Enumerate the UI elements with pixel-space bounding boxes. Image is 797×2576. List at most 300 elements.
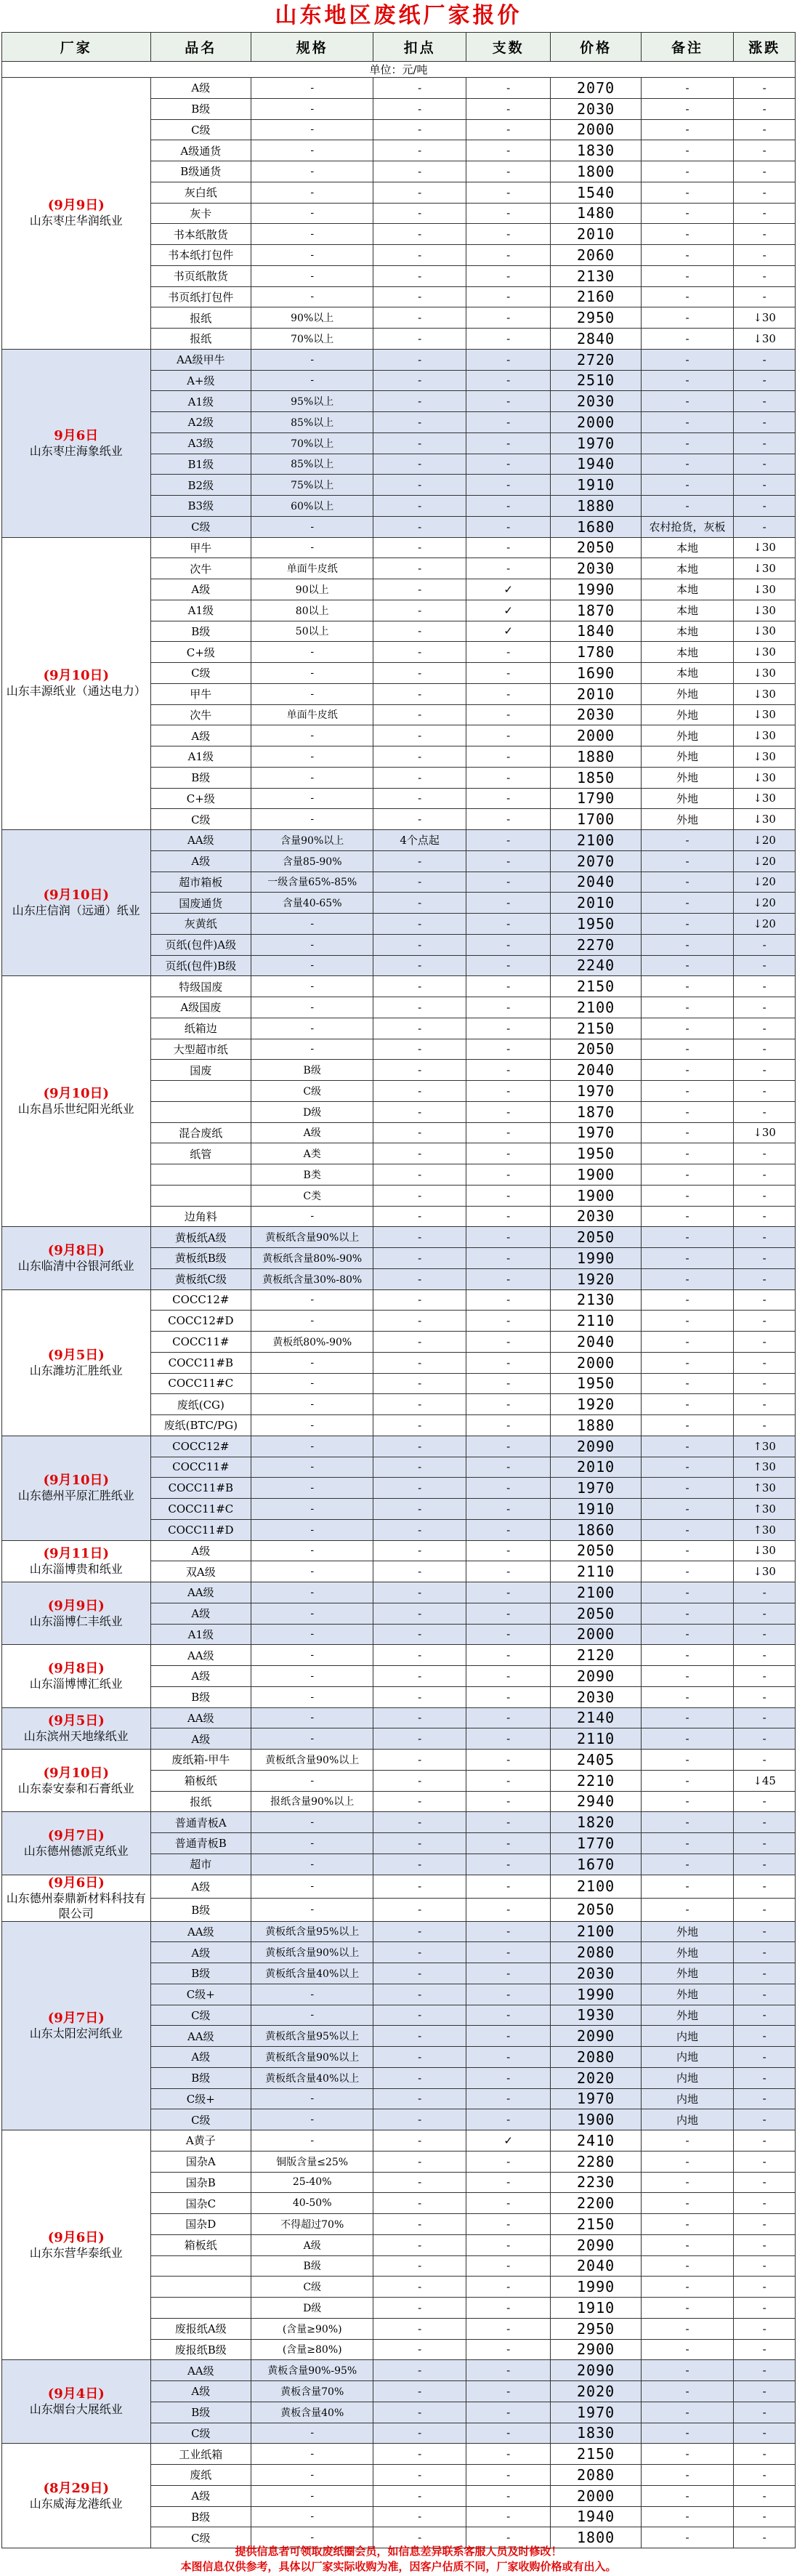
cell-spec: - (251, 182, 373, 203)
cell-deduction: - (373, 78, 466, 99)
table-row (2, 1540, 796, 1561)
cell-remark: - (641, 98, 734, 119)
table-row (2, 1875, 796, 1898)
cell-spec: - (251, 2005, 373, 2026)
factory-name: 山东庄信润（远通）纸业 (12, 903, 140, 918)
table-row (2, 349, 796, 370)
cell-deduction: - (373, 1206, 466, 1227)
factory-cell (2, 1436, 151, 1540)
cell-price: 1840 (551, 621, 641, 642)
cell-remark: 本地 (641, 558, 734, 579)
cell-spec: - (251, 78, 373, 99)
cell-price: 2090 (551, 2234, 641, 2255)
factory-cell (2, 1875, 151, 1921)
cell-product: 书页纸散货 (150, 265, 251, 286)
cell-price: 1900 (551, 2109, 641, 2130)
cell-product: B级 (150, 621, 251, 642)
cell-remark: - (641, 1332, 734, 1353)
cell-product: B级 (150, 98, 251, 119)
cell-deduction: - (373, 1686, 466, 1707)
cell-change: ↑30 (734, 1519, 796, 1540)
cell-price: 1830 (551, 140, 641, 161)
cell-price: 2160 (551, 286, 641, 307)
cell-deduction: - (373, 1791, 466, 1812)
cell-product: 书本纸打包件 (150, 245, 251, 266)
cell-price: 2020 (551, 2381, 641, 2402)
cell-price: 2090 (551, 2026, 641, 2047)
cell-count: - (466, 391, 551, 412)
cell-remark: - (641, 161, 734, 182)
cell-product: 甲牛 (150, 683, 251, 704)
cell-count: - (466, 642, 551, 663)
cell-change: - (734, 516, 796, 537)
cell-spec: 70%以上 (251, 432, 373, 454)
cell-price: 1910 (551, 1499, 641, 1520)
cell-product: AA级甲牛 (150, 349, 251, 370)
cell-deduction: - (373, 642, 466, 663)
cell-count: - (466, 2465, 551, 2486)
cell-change: - (734, 2234, 796, 2255)
cell-count: - (466, 1942, 551, 1963)
cell-spec: - (251, 2506, 373, 2527)
cell-remark: - (641, 2465, 734, 2486)
cell-change: - (734, 2067, 796, 2088)
cell-count: - (466, 1039, 551, 1060)
cell-count: - (466, 850, 551, 872)
cell-remark: - (641, 2255, 734, 2277)
cell-price: 2010 (551, 224, 641, 245)
cell-change: - (734, 2444, 796, 2465)
factory-name: 山东德州泰鼎新材料科技有限公司 (6, 1891, 146, 1920)
factory-name: 山东枣庄华润纸业 (29, 214, 123, 228)
cell-count: - (466, 1394, 551, 1415)
table-row (2, 1750, 796, 1771)
cell-count: - (466, 1921, 551, 1942)
cell-product: AA级 (150, 2360, 251, 2381)
cell-product: A级国废 (150, 997, 251, 1018)
cell-count: - (466, 1963, 551, 1984)
cell-product: A3级 (150, 432, 251, 454)
table-row (2, 2130, 796, 2152)
cell-product: B级 (150, 2067, 251, 2088)
cell-remark: - (641, 2360, 734, 2381)
cell-deduction: - (373, 1645, 466, 1666)
factory-date: (9月9日) (47, 1598, 105, 1614)
cell-count: - (466, 140, 551, 161)
cell-product: 次牛 (150, 704, 251, 725)
cell-count: - (466, 412, 551, 433)
cell-change: - (734, 1394, 796, 1415)
cell-price: 2840 (551, 329, 641, 350)
cell-price: 2090 (551, 2360, 641, 2381)
header-count: 支数 (466, 33, 551, 62)
cell-remark: - (641, 1248, 734, 1269)
cell-product: C级 (150, 2423, 251, 2444)
cell-price: 2210 (551, 1770, 641, 1791)
cell-count: - (466, 537, 551, 558)
cell-product: B级 (150, 2506, 251, 2527)
cell-change: ↓30 (734, 600, 796, 621)
cell-spec: - (251, 537, 373, 558)
cell-spec: - (251, 809, 373, 830)
factory-cell (2, 1707, 151, 1750)
cell-count: - (466, 203, 551, 224)
cell-count: - (466, 119, 551, 140)
cell-product: C级 (150, 663, 251, 684)
cell-change: - (734, 1686, 796, 1707)
cell-price: 2100 (551, 830, 641, 851)
cell-price: 1940 (551, 2506, 641, 2527)
cell-spec: - (251, 119, 373, 140)
cell-deduction: - (373, 182, 466, 203)
cell-remark: - (641, 2527, 734, 2548)
cell-product: B3级 (150, 496, 251, 517)
cell-product: A级 (150, 725, 251, 746)
cell-remark: - (641, 1081, 734, 1102)
cell-product: A级通货 (150, 140, 251, 161)
cell-spec: - (251, 1666, 373, 1687)
cell-spec: 黄板含量90%-95% (251, 2360, 373, 2381)
cell-product: 报纸 (150, 329, 251, 350)
cell-count: - (466, 1750, 551, 1771)
cell-price: 2150 (551, 1018, 641, 1039)
cell-count: - (466, 454, 551, 475)
cell-change: - (734, 475, 796, 496)
cell-deduction: - (373, 1984, 466, 2005)
cell-remark: 内地 (641, 2109, 734, 2130)
cell-count: - (466, 329, 551, 350)
cell-change: - (734, 1833, 796, 1854)
cell-remark: - (641, 2172, 734, 2193)
cell-product: 灰黄纸 (150, 914, 251, 935)
cell-product: 国杂B (150, 2172, 251, 2193)
cell-count: - (466, 1645, 551, 1666)
cell-price: 1670 (551, 1853, 641, 1875)
cell-count: - (466, 558, 551, 579)
cell-count: - (466, 2318, 551, 2339)
cell-change: - (734, 1750, 796, 1771)
cell-count: - (466, 2339, 551, 2360)
cell-product: A黄子 (150, 2130, 251, 2152)
cell-change: ↓30 (734, 767, 796, 788)
cell-price: 1850 (551, 767, 641, 788)
cell-change: ↓30 (734, 329, 796, 350)
cell-remark: - (641, 1603, 734, 1624)
cell-change: - (734, 1373, 796, 1394)
cell-deduction: - (373, 1289, 466, 1311)
factory-name: 山东昌乐世纪阳光纸业 (17, 1102, 134, 1116)
cell-spec: - (251, 997, 373, 1018)
cell-change: ↑30 (734, 1499, 796, 1520)
cell-remark: - (641, 475, 734, 496)
cell-change: - (734, 2402, 796, 2423)
cell-remark: - (641, 1686, 734, 1707)
cell-deduction: - (373, 1540, 466, 1561)
cell-spec: D级 (251, 2298, 373, 2319)
cell-product: 纸箱边 (150, 1018, 251, 1039)
cell-remark: - (641, 1833, 734, 1854)
cell-count: - (466, 1478, 551, 1499)
cell-product: 废报纸B级 (150, 2339, 251, 2360)
factory-cell (2, 349, 151, 537)
cell-deduction: - (373, 725, 466, 746)
cell-change: ↓30 (734, 746, 796, 768)
factory-date: (9月6日) (47, 2229, 105, 2245)
cell-change: - (734, 182, 796, 203)
cell-remark: - (641, 391, 734, 412)
cell-count: - (466, 1185, 551, 1206)
cell-product (150, 2255, 251, 2277)
cell-count: - (466, 914, 551, 935)
cell-price: 1880 (551, 746, 641, 768)
cell-change: ↓30 (734, 683, 796, 704)
cell-price: 2130 (551, 265, 641, 286)
cell-deduction: - (373, 370, 466, 391)
cell-deduction: - (373, 2339, 466, 2360)
cell-price: 1880 (551, 496, 641, 517)
cell-product: C级+ (150, 2088, 251, 2109)
cell-count: - (466, 1206, 551, 1227)
cell-remark: - (641, 1185, 734, 1206)
cell-spec: 黄板纸含量40%以上 (251, 2067, 373, 2088)
cell-count: - (466, 307, 551, 329)
cell-product: 甲牛 (150, 537, 251, 558)
cell-price: 1870 (551, 600, 641, 621)
cell-remark: - (641, 1415, 734, 1436)
cell-deduction: - (373, 1143, 466, 1164)
cell-change: ↓20 (734, 893, 796, 914)
cell-change: - (734, 224, 796, 245)
cell-price: 2050 (551, 1540, 641, 1561)
cell-deduction: - (373, 955, 466, 976)
cell-change: - (734, 1101, 796, 1122)
cell-spec: 含量85-90% (251, 850, 373, 872)
cell-count: - (466, 1853, 551, 1875)
cell-deduction: - (373, 224, 466, 245)
cell-remark: - (641, 2318, 734, 2339)
factory-cell (2, 2444, 151, 2548)
factory-cell (2, 2130, 151, 2360)
cell-deduction: - (373, 2527, 466, 2548)
cell-spec: - (251, 1394, 373, 1415)
cell-deduction: - (373, 2130, 466, 2152)
cell-spec: - (251, 224, 373, 245)
cell-change: - (734, 2527, 796, 2548)
cell-price: 2010 (551, 1457, 641, 1478)
cell-spec: - (251, 976, 373, 997)
cell-spec: - (251, 203, 373, 224)
cell-spec: 黄板含量70% (251, 2381, 373, 2402)
table-row (2, 1227, 796, 1248)
cell-price: 2000 (551, 2485, 641, 2506)
cell-count: - (466, 1415, 551, 1436)
cell-count: - (466, 1081, 551, 1102)
cell-price: 2020 (551, 2067, 641, 2088)
cell-deduction: - (373, 1624, 466, 1645)
cell-deduction: - (373, 746, 466, 768)
cell-product (150, 1101, 251, 1122)
cell-remark: - (641, 370, 734, 391)
cell-product: 次牛 (150, 558, 251, 579)
cell-spec: - (251, 1624, 373, 1645)
factory-name: 山东德州德派克纸业 (23, 1843, 129, 1858)
factory-cell (2, 1540, 151, 1582)
cell-remark: - (641, 893, 734, 914)
cell-remark: - (641, 2130, 734, 2152)
cell-product: 纸管 (150, 1143, 251, 1164)
cell-price: 2070 (551, 850, 641, 872)
cell-change: ↓30 (734, 537, 796, 558)
cell-price: 2120 (551, 1645, 641, 1666)
cell-change: ↑30 (734, 1478, 796, 1499)
cell-remark: - (641, 2381, 734, 2402)
cell-deduction: - (373, 516, 466, 537)
cell-deduction: - (373, 2255, 466, 2277)
cell-product: B级 (150, 767, 251, 788)
cell-spec: 75%以上 (251, 475, 373, 496)
cell-change: ↓30 (734, 642, 796, 663)
cell-remark: - (641, 2444, 734, 2465)
cell-remark: - (641, 1770, 734, 1791)
table-row (2, 1812, 796, 1833)
cell-count: - (466, 872, 551, 893)
cell-deduction: - (373, 2277, 466, 2298)
cell-change: ↓30 (734, 1122, 796, 1143)
cell-deduction: - (373, 2423, 466, 2444)
cell-count: - (466, 976, 551, 997)
cell-count: - (466, 182, 551, 203)
cell-price: 2040 (551, 2255, 641, 2277)
cell-remark: - (641, 2485, 734, 2506)
cell-spec: 60%以上 (251, 496, 373, 517)
page-title: 山东地区废纸厂家报价 (275, 3, 522, 28)
cell-spec: 黄板含量40% (251, 2402, 373, 2423)
cell-remark: - (641, 203, 734, 224)
cell-deduction: - (373, 1018, 466, 1039)
cell-price: 2000 (551, 119, 641, 140)
cell-product: 特级国废 (150, 976, 251, 997)
cell-deduction: - (373, 872, 466, 893)
cell-price: 2060 (551, 245, 641, 266)
cell-remark: - (641, 2151, 734, 2172)
cell-price: 2000 (551, 725, 641, 746)
cell-price: 2030 (551, 1206, 641, 1227)
cell-price: 2050 (551, 1039, 641, 1060)
cell-deduction: - (373, 914, 466, 935)
factory-name: 山东滨州天地缘纸业 (23, 1728, 129, 1743)
cell-count: - (466, 1122, 551, 1143)
cell-count: - (466, 286, 551, 307)
cell-remark: - (641, 119, 734, 140)
cell-remark: - (641, 1666, 734, 1687)
cell-product: C+级 (150, 642, 251, 663)
cell-price: 1910 (551, 475, 641, 496)
cell-change: - (734, 2465, 796, 2486)
cell-deduction: - (373, 245, 466, 266)
cell-price: 1950 (551, 1143, 641, 1164)
cell-change: - (734, 1582, 796, 1603)
cell-remark: - (641, 2214, 734, 2235)
cell-remark: - (641, 1268, 734, 1289)
cell-product: 书页纸打包件 (150, 286, 251, 307)
cell-count: - (466, 98, 551, 119)
cell-spec: 85%以上 (251, 454, 373, 475)
cell-remark: - (641, 1373, 734, 1394)
cell-change: ↓20 (734, 830, 796, 851)
cell-product: AA级 (150, 1582, 251, 1603)
factory-cell (2, 1227, 151, 1289)
cell-count: - (466, 809, 551, 830)
cell-spec: - (251, 914, 373, 935)
cell-remark: 外地 (641, 683, 734, 704)
cell-change: - (734, 454, 796, 475)
cell-change: - (734, 349, 796, 370)
cell-product: A级 (150, 1728, 251, 1750)
cell-change: - (734, 1289, 796, 1311)
factory-date: (9月6日) (47, 1875, 105, 1891)
cell-price: 2230 (551, 2172, 641, 2193)
cell-spec: - (251, 286, 373, 307)
cell-change: - (734, 2423, 796, 2444)
cell-product: 报纸 (150, 307, 251, 329)
factory-cell (2, 1582, 151, 1645)
cell-price: 2405 (551, 1750, 641, 1771)
factory-name: 山东烟台大展纸业 (29, 2402, 123, 2417)
cell-change: ↓20 (734, 914, 796, 935)
cell-price: 2010 (551, 893, 641, 914)
cell-price: 1950 (551, 1373, 641, 1394)
cell-deduction: - (373, 1457, 466, 1478)
cell-deduction: - (373, 412, 466, 433)
cell-count: - (466, 2067, 551, 2088)
cell-price: 1830 (551, 2423, 641, 2444)
cell-product: A1级 (150, 391, 251, 412)
cell-count: - (466, 1143, 551, 1164)
cell-remark: - (641, 1311, 734, 1332)
cell-remark: - (641, 934, 734, 955)
cell-change: - (734, 2151, 796, 2172)
table-row (2, 1289, 796, 1311)
cell-price: 2090 (551, 1666, 641, 1687)
factory-date: (9月11日) (43, 1545, 110, 1561)
factory-date: (9月7日) (47, 2010, 105, 2026)
cell-remark: - (641, 224, 734, 245)
cell-spec: 90以上 (251, 579, 373, 600)
cell-price: 1990 (551, 1248, 641, 1269)
cell-spec: - (251, 1833, 373, 1854)
cell-change: - (734, 1143, 796, 1164)
cell-product: 报纸 (150, 1791, 251, 1812)
cell-price: 2100 (551, 997, 641, 1018)
cell-change: ↓30 (734, 788, 796, 809)
cell-product: 黄板纸B级 (150, 1248, 251, 1269)
cell-change: - (734, 1898, 796, 1921)
cell-remark: - (641, 1875, 734, 1898)
cell-price: 1800 (551, 2527, 641, 2548)
cell-remark: 外地 (641, 788, 734, 809)
cell-product: COCC11#D (150, 1519, 251, 1540)
cell-product: 箱板纸 (150, 2234, 251, 2255)
cell-remark: 内地 (641, 2067, 734, 2088)
cell-product: 页纸(包件)A级 (150, 934, 251, 955)
cell-product: COCC11# (150, 1457, 251, 1478)
cell-change: ↓30 (734, 579, 796, 600)
cell-change: ↓30 (734, 307, 796, 329)
cell-product: C级 (150, 2005, 251, 2026)
table-row (2, 2444, 796, 2465)
cell-change: - (734, 1624, 796, 1645)
cell-change: - (734, 161, 796, 182)
